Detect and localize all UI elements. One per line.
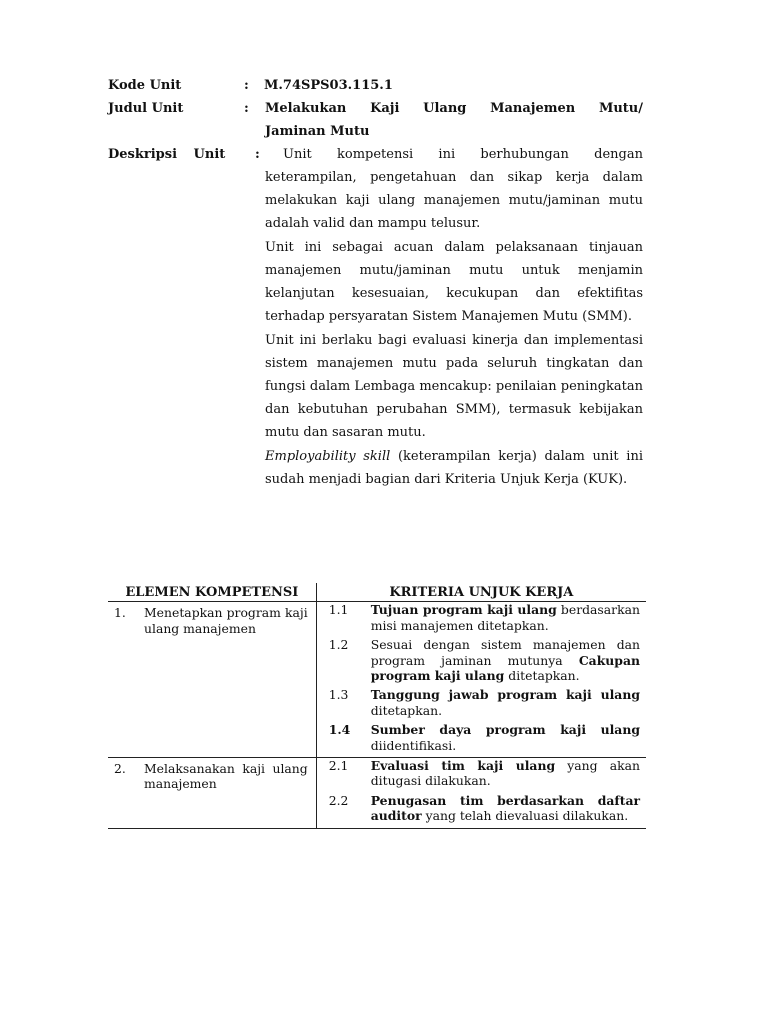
criteria-bold: Penugasan tim berdasarkan daftar auditor <box>370 792 640 824</box>
element-number: 2. <box>114 761 126 777</box>
criteria-item <box>317 687 646 722</box>
criteria-normal: ditetapkan. <box>504 668 580 684</box>
criteria-normal: yang akan ditugasi dilakukan. <box>370 758 640 789</box>
element-text: Melaksanakan kaji ulang manajemen <box>144 761 308 792</box>
criteria-bold: Evaluasi tim kaji ulang <box>370 758 556 774</box>
deskripsi-unit-colon: : <box>255 147 260 162</box>
element-cell <box>108 602 316 758</box>
judul-unit-value-line2: Jaminan Mutu <box>265 124 370 139</box>
criteria-item <box>317 758 646 793</box>
description-paragraph-1: Unit kompetensi ini berhubungan dengan keterampilan, pengetahuan dan sikap kerja dalam melakukan kaji ulang manajemen mutu/jaminan mutu adalah valid dan mampu telusur. <box>265 147 643 231</box>
kode-unit-value: M.74SPS03.115.1 <box>264 78 393 93</box>
criteria-normal: yang telah dievaluasi dilakukan. <box>421 808 629 824</box>
element-cell <box>108 758 316 829</box>
competency-table <box>108 583 646 829</box>
judul-unit-value-line1 <box>265 101 643 116</box>
judul-unit-label: Judul Unit <box>108 101 184 116</box>
criteria-number: 2.1 <box>328 758 349 774</box>
criteria-item <box>317 602 646 637</box>
deskripsi-unit-label <box>108 147 236 162</box>
element-number: 1. <box>114 605 126 621</box>
criteria-text <box>371 687 640 718</box>
criteria-item <box>317 637 646 687</box>
criteria-bold: Tujuan program kaji ulang <box>370 602 557 618</box>
description-paragraph-4-rest: (keterampilan kerja) dalam unit ini sudah menjadi bagian dari Kriteria Unjuk Kerja (KUK). <box>265 449 643 487</box>
criteria-normal-pre: Sesuai dengan sistem manajemen dan program jaminan mutunya <box>370 637 640 668</box>
criteria-bold: Sumber daya program kaji ulang <box>370 722 640 738</box>
deskripsi-unit-label-text: Deskripsi Unit <box>108 147 226 162</box>
criteria-text <box>371 758 640 789</box>
criteria-text <box>371 637 640 683</box>
description-paragraph-3: Unit ini berlaku bagi evaluasi kinerja dan implementasi sistem manajemen mutu pada seluruh tingkatan dan fungsi dalam Lembaga mencakup: penilaian peningkatan dan kebutuhan perubahan SMM), termasuk kebijakan mutu dan sasaran mutu. <box>265 333 643 440</box>
criteria-cell <box>316 758 646 829</box>
criteria-cell <box>316 602 646 758</box>
criteria-number: 1.3 <box>328 687 349 703</box>
unit-description <box>265 143 643 492</box>
table-row <box>108 602 646 758</box>
judul-line1-text: Melakukan Kaji Ulang Manajemen Mutu/ <box>265 101 643 116</box>
kode-unit-colon: : <box>244 78 249 93</box>
judul-unit-colon: : <box>244 101 249 116</box>
criteria-normal: ditetapkan. <box>370 702 443 718</box>
description-paragraph-4 <box>265 445 643 491</box>
criteria-number: 1.4 <box>328 722 351 738</box>
criteria-item <box>317 722 646 757</box>
criteria-text <box>371 793 640 824</box>
column-header-kriteria: KRITERIA UNJUK KERJA <box>316 583 646 602</box>
kode-unit-label: Kode Unit <box>108 78 182 93</box>
criteria-number: 1.2 <box>328 637 349 653</box>
criteria-bold: Tanggung jawab program kaji ulang <box>370 687 640 703</box>
criteria-normal: diidentifikasi. <box>370 737 457 753</box>
criteria-text <box>371 602 640 633</box>
criteria-bold: Cakupan program kaji ulang <box>370 652 640 684</box>
criteria-normal: berdasarkan misi manajemen ditetapkan. <box>370 602 640 633</box>
element-text: Menetapkan program kaji ulang manajemen <box>144 605 308 636</box>
column-header-elemen: ELEMEN KOMPETENSI <box>108 583 316 602</box>
description-paragraph-2: Unit ini sebagai acuan dalam pelaksanaan tinjauan manajemen mutu/jaminan mutu untuk menjamin kelanjutan kesesuaian, kecukupan dan efektifitas terhadap persyaratan Sistem Manajemen Mutu (SMM). <box>265 240 643 324</box>
criteria-text <box>371 722 640 753</box>
criteria-item <box>317 793 646 828</box>
criteria-number: 2.2 <box>328 792 349 808</box>
table-row <box>108 758 646 829</box>
employability-skill-term: Employability skill <box>265 449 391 464</box>
table-header-row <box>108 583 646 602</box>
criteria-number: 1.1 <box>328 602 349 618</box>
